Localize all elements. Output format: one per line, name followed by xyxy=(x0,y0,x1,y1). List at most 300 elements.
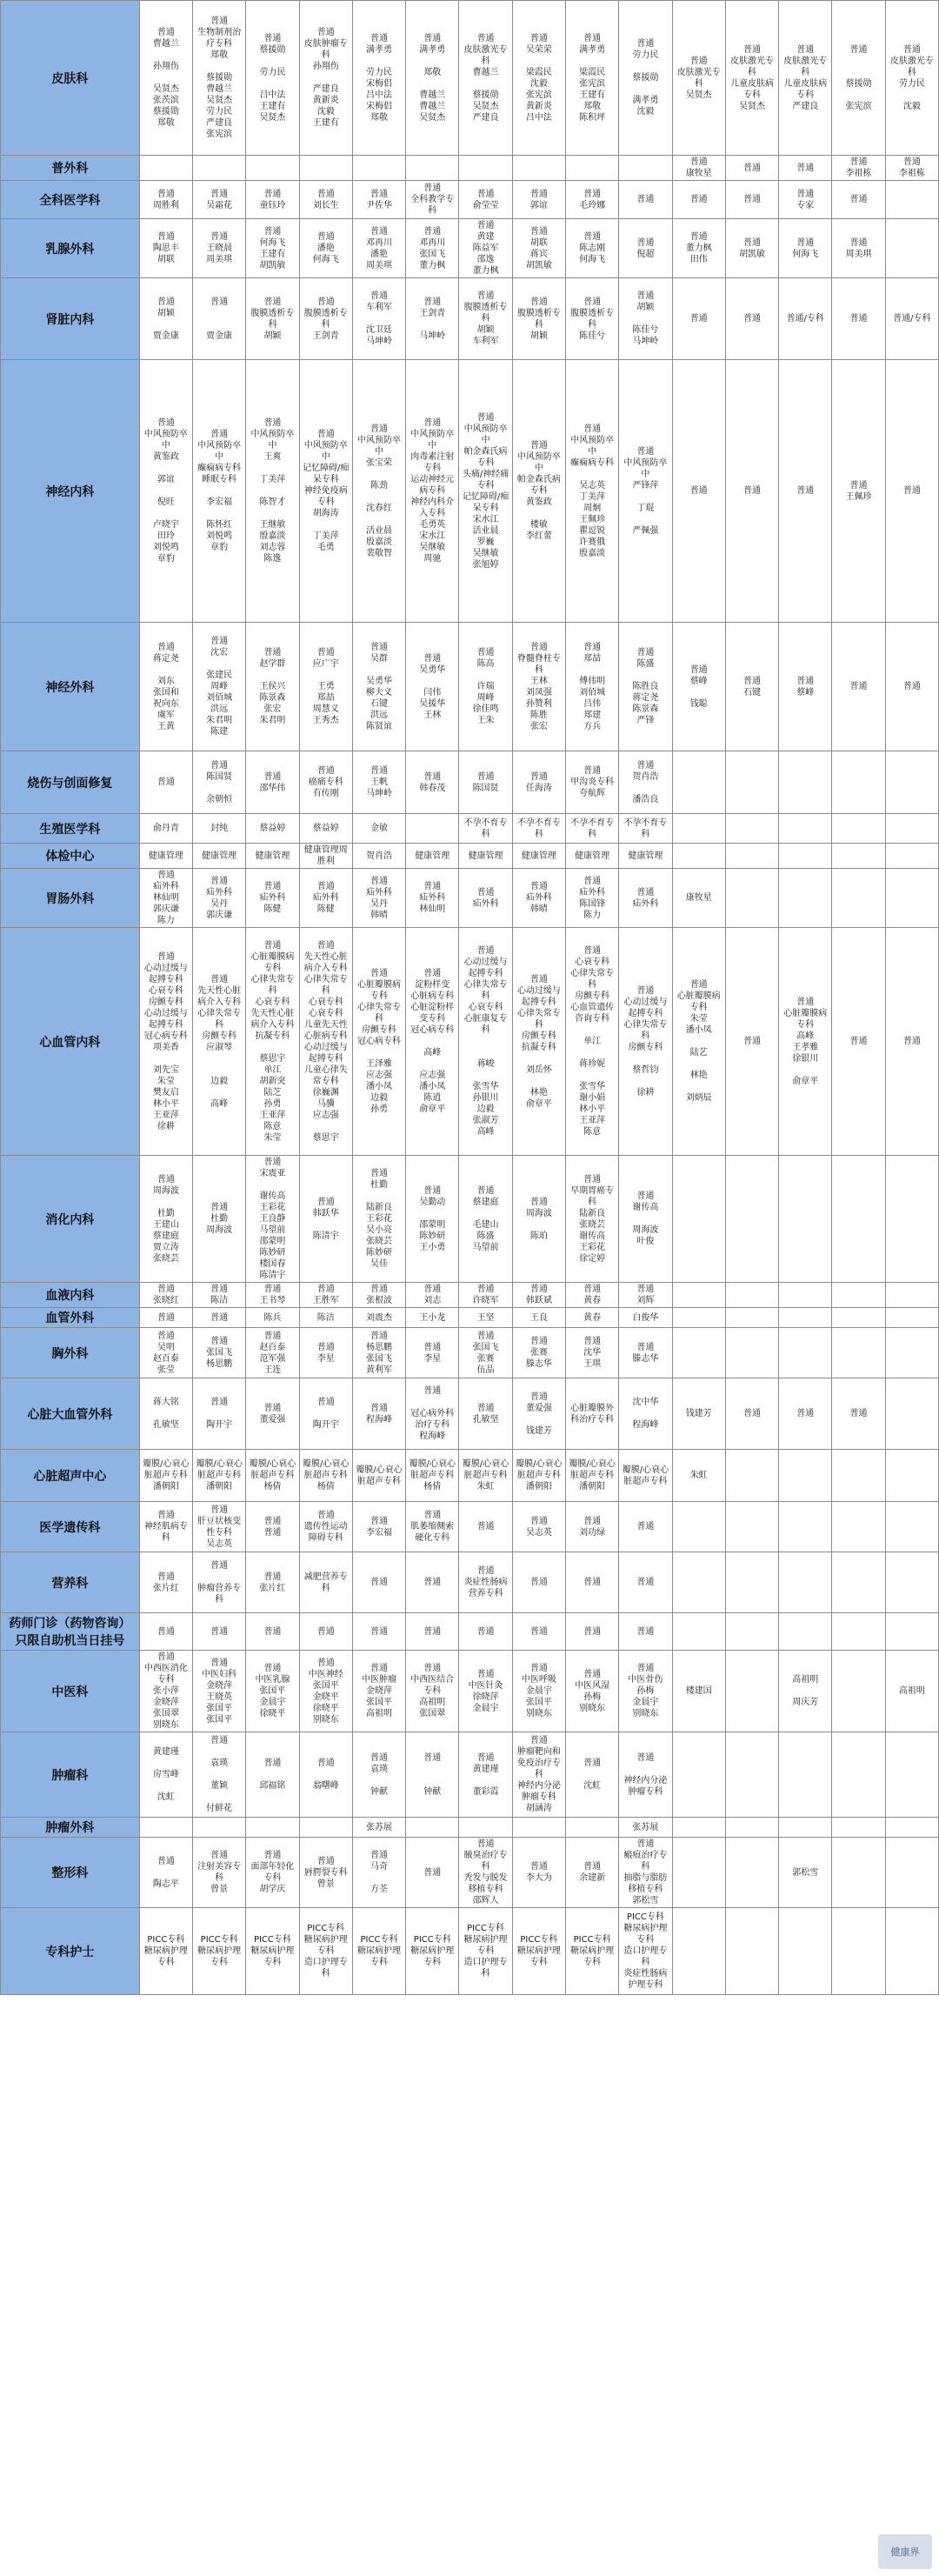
schedule-cell: 普通 中医肿瘤 金晓萍 张国平 高祖明 xyxy=(352,1651,405,1732)
schedule-cell: 普通 陈洁 xyxy=(193,1283,246,1308)
schedule-cell: 普通 xyxy=(672,360,725,623)
schedule-cell: 普通 xyxy=(725,360,778,623)
schedule-cell xyxy=(885,1378,938,1450)
schedule-body xyxy=(1,1,939,1995)
schedule-cell: 普通 何海飞 王建有 胡凯敏 xyxy=(246,219,299,278)
schedule-cell: 普通 刘辉 xyxy=(619,1283,672,1308)
schedule-cell: 普通 蔡援勋 张宪滨 xyxy=(832,1,885,156)
department-name: 心血管内科 xyxy=(1,928,140,1156)
schedule-cell xyxy=(672,1328,725,1378)
schedule-cell: 普通 谢传高 周海波 叶俊 xyxy=(619,1156,672,1283)
schedule-cell: 普通 黄建瑾 董彩霞 xyxy=(459,1732,512,1818)
schedule-cell: 普通 赵百泰 范军强 王连 xyxy=(246,1328,299,1378)
schedule-cell xyxy=(885,1908,938,1995)
schedule-cell: 普通 疝外科 xyxy=(459,869,512,928)
schedule-cell: 普通 蒋定尧 刘东 张国和 祝向东 虞军 王黄 xyxy=(139,623,192,751)
schedule-cell: 普通 早期胃癌专科 陆新良 张晓芸 谢传高 王彩花 徐定婷 xyxy=(565,1156,618,1283)
schedule-cell xyxy=(885,1818,938,1838)
schedule-cell: 瓣膜/心衰心脏超声专科 潘朝阳 xyxy=(193,1450,246,1502)
schedule-cell xyxy=(779,1502,832,1552)
schedule-cell: 普通 心动过缓与起搏专科 心衰专科 房颤专科 心动过缓与起搏专科 冠心病专科 项美香 刘先宝 朱莹 樊友启 林小平 王亚萍 徐耕 xyxy=(139,928,192,1156)
schedule-cell: 金敏 xyxy=(352,814,405,844)
schedule-cell xyxy=(459,156,512,181)
schedule-cell: PICC专科 糖尿病护理专科 xyxy=(352,1908,405,1995)
schedule-cell xyxy=(885,1450,938,1502)
schedule-cell: 普通 唇腭裂专科 曾景 xyxy=(299,1838,352,1908)
schedule-cell: 瓣膜/心衰心脏超声专科 潘朝阳 xyxy=(565,1450,618,1502)
schedule-cell: 普通 中风预防卒中 肉毒素注射专科 运动神经元病专科 神经内科介入专科 毛勇英 宋水江 吴继敏 周驰 xyxy=(406,360,459,623)
schedule-cell: 普通 张晓红 xyxy=(139,1283,192,1308)
department-name: 整形科 xyxy=(1,1838,140,1908)
watermark-logo: 健康界 xyxy=(878,2534,932,2569)
schedule-cell xyxy=(832,844,885,869)
schedule-cell: 普通 邓再川 潘艳 周美琪 xyxy=(352,219,405,278)
schedule-cell xyxy=(832,869,885,928)
schedule-cell: 王小龙 xyxy=(406,1308,459,1328)
schedule-cell: 普通 程海峰 xyxy=(352,1378,405,1450)
schedule-cell: 普通 xyxy=(352,1613,405,1651)
schedule-cell: PICC专科 糖尿病护理专科 xyxy=(512,1908,565,1995)
schedule-cell: 普通 沈虹 xyxy=(565,1732,618,1818)
schedule-cell: 普通 注射美容专科 曾景 xyxy=(193,1838,246,1908)
schedule-cell: 普通 腹膜透析专科 陈佳兮 xyxy=(565,278,618,360)
schedule-cell: 普通 中西医结合专科 高祖明 张国翠 xyxy=(406,1651,459,1732)
schedule-cell xyxy=(885,1308,938,1328)
schedule-cell: 普通 中风预防卒中 张宝荣 陈劲 沈春红 活业晨 殷嘉淡 裴敬智 xyxy=(352,360,405,623)
schedule-cell xyxy=(193,1818,246,1838)
schedule-cell: PICC专科 糖尿病护理专科 xyxy=(406,1908,459,1995)
schedule-cell xyxy=(832,1838,885,1908)
schedule-cell: 普通 中医妇科 金晓萍 王晓英 张国平 张国平 xyxy=(193,1651,246,1732)
schedule-cell: 普通 邓再川 张国飞 董力枫 xyxy=(406,219,459,278)
schedule-cell: 普通 杜勤 周海波 xyxy=(193,1156,246,1283)
schedule-cell: 健康管理周胜利 xyxy=(299,844,352,869)
schedule-cell xyxy=(672,1818,725,1838)
schedule-cell xyxy=(725,814,778,844)
schedule-cell xyxy=(406,156,459,181)
schedule-cell xyxy=(832,1328,885,1378)
schedule-cell: 普通 普通 xyxy=(246,1502,299,1552)
department-name: 全科医学科 xyxy=(1,181,140,219)
schedule-cell: 普通 疝外科 吴丹 郭庆谦 xyxy=(193,869,246,928)
schedule-cell xyxy=(885,181,938,219)
department-name: 消化内科 xyxy=(1,1156,140,1283)
schedule-cell: 普通 xyxy=(619,181,672,219)
schedule-cell: 普通 皮肤激光专科 儿童皮肤病专科 吴贤杰 xyxy=(725,1,778,156)
table-row xyxy=(1,1,939,156)
schedule-cell: PICC专科 糖尿病护理专科 xyxy=(193,1908,246,1995)
schedule-cell: 普通 瘢痕治疗专科 抽脂与脂肪移植专科 郭松雪 xyxy=(619,1838,672,1908)
schedule-cell xyxy=(725,844,778,869)
schedule-cell: 普通 杨思鹏 张国飞 黄利军 xyxy=(352,1328,405,1378)
schedule-cell: 普通 xyxy=(619,1613,672,1651)
schedule-cell: 心脏瓣膜外科治疗专科 xyxy=(565,1378,618,1450)
schedule-cell xyxy=(885,844,938,869)
schedule-cell: 陈兵 xyxy=(246,1308,299,1328)
schedule-cell: 普通 车利军 沈卫廷 马坤岭 xyxy=(352,278,405,360)
schedule-cell: 普通 xyxy=(299,1613,352,1651)
schedule-cell xyxy=(779,1613,832,1651)
schedule-cell: 普通 邱福铭 xyxy=(246,1732,299,1818)
schedule-cell: 普通 胡凯敏 xyxy=(725,219,778,278)
department-name: 神经内科 xyxy=(1,360,140,623)
schedule-cell xyxy=(779,814,832,844)
schedule-cell xyxy=(672,1552,725,1613)
schedule-cell xyxy=(885,814,938,844)
schedule-cell: 普通 马奇 方荃 xyxy=(352,1838,405,1908)
schedule-cell: 普通 专家 xyxy=(779,181,832,219)
schedule-cell: PICC专科 糖尿病护理专科 xyxy=(139,1908,192,1995)
schedule-cell: PICC专科 糖尿病护理专科 造口护理专科 炎症性肠病护理专科 xyxy=(619,1908,672,1995)
schedule-cell: 普通 xyxy=(512,1552,565,1613)
schedule-cell xyxy=(779,1818,832,1838)
schedule-cell: 普通 李大为 xyxy=(512,1838,565,1908)
schedule-cell xyxy=(832,1908,885,1995)
schedule-cell: 普通 胡联 蒋宾 胡凯敏 xyxy=(512,219,565,278)
schedule-cell xyxy=(725,1613,778,1651)
table-row xyxy=(1,623,939,751)
schedule-cell: 普通 xyxy=(832,278,885,360)
schedule-cell: 普通 中风预防卒中 癫痫病专科 睡眠专科 李宏福 陈怀红 刘悦鸣 章豹 xyxy=(193,360,246,623)
schedule-cell: 蔡益婷 xyxy=(246,814,299,844)
schedule-cell xyxy=(779,844,832,869)
schedule-cell xyxy=(725,1328,778,1378)
schedule-cell: 普通 疝外科 吴丹 韩晴 xyxy=(352,869,405,928)
schedule-cell: 王良 xyxy=(512,1308,565,1328)
schedule-cell: 普通 xyxy=(832,1378,885,1450)
schedule-cell: 普通 xyxy=(779,360,832,623)
schedule-cell: 普通 xyxy=(406,1552,459,1613)
schedule-cell: 普通 冠心病外科治疗专科 程海峰 xyxy=(406,1378,459,1450)
schedule-cell: 普通 xyxy=(832,623,885,751)
schedule-cell: 普通 蔡峰 钱聪 xyxy=(672,623,725,751)
schedule-cell: 普通 周海波 杜勤 王建山 蔡建庭 贾立涛 张晓芸 xyxy=(139,1156,192,1283)
schedule-cell xyxy=(779,1908,832,1995)
schedule-cell xyxy=(885,219,938,278)
schedule-cell: 普通 沈宏 张建民 周峰 刘佰城 洪远 朱君明 陈建 xyxy=(193,623,246,751)
schedule-cell: 普通 蔡峰 xyxy=(779,623,832,751)
schedule-cell: 普通 张赛 滕志华 xyxy=(512,1328,565,1378)
schedule-cell: 普通 贾金康 xyxy=(193,278,246,360)
schedule-cell: 普通 应广宇 王勇 郑喆 周慧义 王秀杰 xyxy=(299,623,352,751)
schedule-cell xyxy=(779,1308,832,1328)
department-name: 乳腺外科 xyxy=(1,219,140,278)
schedule-cell xyxy=(619,156,672,181)
department-name: 胃肠外科 xyxy=(1,869,140,928)
schedule-cell: 普通 心动过缓与起搏专科 心律失常专科 房颤专科 抗凝专科 刘岳怀 林艳 俞章平 xyxy=(512,928,565,1156)
schedule-cell: 普通 孔敏坚 xyxy=(459,1378,512,1450)
schedule-cell: 普通 黄建 陈益军 邵逸 董力枫 xyxy=(459,219,512,278)
schedule-cell xyxy=(725,1283,778,1308)
schedule-cell: 普通 余建新 xyxy=(565,1838,618,1908)
schedule-cell: 普通 疝外科 林仙明 xyxy=(406,869,459,928)
department-name: 心脏大血管外科 xyxy=(1,1378,140,1450)
schedule-cell: 普通 张片红 xyxy=(246,1552,299,1613)
schedule-cell: 高祖明 周庆芳 xyxy=(779,1651,832,1732)
schedule-cell xyxy=(832,1502,885,1552)
schedule-cell: 不孕不育专科 xyxy=(565,814,618,844)
schedule-cell: 康牧星 xyxy=(672,869,725,928)
schedule-cell xyxy=(672,1732,725,1818)
schedule-cell xyxy=(672,814,725,844)
schedule-cell: 普通 xyxy=(406,1613,459,1651)
schedule-cell: 普通 癌痛专科 有传刚 xyxy=(299,751,352,814)
schedule-cell: 普通 xyxy=(459,1502,512,1552)
schedule-cell: 普通 陶思丰 胡联 xyxy=(139,219,192,278)
schedule-cell: 普通 陶志平 xyxy=(139,1838,192,1908)
schedule-cell: 普通 潘艳 何海飞 xyxy=(299,219,352,278)
schedule-cell xyxy=(832,1308,885,1328)
schedule-cell: 瓣膜/心衰心脏超声专科 xyxy=(619,1450,672,1502)
schedule-cell xyxy=(832,1283,885,1308)
schedule-cell: 白俊华 xyxy=(619,1308,672,1328)
schedule-cell: 普通 董爱强 xyxy=(246,1378,299,1450)
schedule-cell: 普通 先天性心脏病介入专科 心律失常专科 心衰专科 心衰专科 儿童先天性心脏病专科 心动过缓与起搏专科 儿童心律失常专科 徐巍渊 马骥 应志强 蔡思宇 xyxy=(299,928,352,1156)
table-row xyxy=(1,1838,939,1908)
schedule-cell: 普通 肿瘤靶向和免疫治疗专科 神经内分泌肿瘤专科 胡涵涛 xyxy=(512,1732,565,1818)
schedule-cell: 健康管理 xyxy=(406,844,459,869)
table-row xyxy=(1,1818,939,1838)
schedule-cell: 蔡益婷 xyxy=(299,814,352,844)
schedule-cell xyxy=(512,156,565,181)
table-row xyxy=(1,1552,939,1613)
schedule-cell xyxy=(832,1732,885,1818)
schedule-cell: 普通 任海涛 xyxy=(512,751,565,814)
schedule-cell: 普通 xyxy=(512,1613,565,1651)
schedule-cell: 普通 满孝勇 梁霞民 张宪滨 王建有 郑敬 陈积坪 xyxy=(565,1,618,156)
schedule-cell: 普通 xyxy=(672,181,725,219)
schedule-cell: 普通 先天性心脏病介入专科 心律失常专科 房颤专科 应淑琴 边毅 高峰 xyxy=(193,928,246,1156)
schedule-cell: 普通 吴勤动 邵蒙明 陈妙研 王小勇 xyxy=(406,1156,459,1283)
schedule-cell: 普通 神经内分泌肿瘤专科 xyxy=(619,1732,672,1818)
department-name: 皮肤科 xyxy=(1,1,140,156)
schedule-cell: 减肥营养专科 xyxy=(299,1552,352,1613)
schedule-cell xyxy=(885,1838,938,1908)
schedule-cell: 普通 中风预防卒中 帕金森氏病专科 黄鉴政 楼敏 李红蕾 xyxy=(512,360,565,623)
schedule-cell: 普通 疝外科 陈健 xyxy=(299,869,352,928)
schedule-cell: 普通 xyxy=(246,1613,299,1651)
schedule-cell: 普通 杜勤 陆新良 王彩花 吴小亮 张晓芸 陈妙研 吴佳 xyxy=(352,1156,405,1283)
schedule-cell: 普通 张片红 xyxy=(139,1552,192,1613)
schedule-cell: 普通 黄春 xyxy=(565,1283,618,1308)
schedule-cell: 普通 中风预防卒中 黄鉴政 郭谊 倪旺 卢晓宇 田玲 刘悦鸣 章豹 xyxy=(139,360,192,623)
table-row xyxy=(1,1732,939,1818)
schedule-cell: 普通 xyxy=(565,1552,618,1613)
schedule-cell xyxy=(725,1732,778,1818)
department-name: 专科护士 xyxy=(1,1908,140,1995)
schedule-cell: 普通 胡颖 贾金康 xyxy=(139,278,192,360)
schedule-cell: 钱建芳 xyxy=(672,1378,725,1450)
schedule-cell: 瓣膜/心衰心脏超声专科 杨倩 xyxy=(246,1450,299,1502)
department-name: 血管外科 xyxy=(1,1308,140,1328)
schedule-cell: 普通 中医风湿 孙梅 别晓东 xyxy=(565,1651,618,1732)
department-name: 肾脏内科 xyxy=(1,278,140,360)
schedule-cell: 普通/专科 xyxy=(885,278,938,360)
schedule-cell: 普通 中西医消化专科 张小萍 金晓萍 张国翠 别晓东 xyxy=(139,1651,192,1732)
schedule-cell: 瓣膜/心衰心脏超声专科 杨倩 xyxy=(299,1450,352,1502)
schedule-cell: 普通 许晓军 xyxy=(459,1283,512,1308)
schedule-cell xyxy=(779,751,832,814)
schedule-cell: 普通 xyxy=(139,1613,192,1651)
schedule-cell: 健康管理 xyxy=(512,844,565,869)
schedule-cell: 普通 翁曙峰 xyxy=(299,1732,352,1818)
schedule-cell: 不孕不育专科 xyxy=(512,814,565,844)
schedule-cell xyxy=(565,1818,618,1838)
schedule-cell xyxy=(352,156,405,181)
schedule-cell xyxy=(832,751,885,814)
schedule-cell xyxy=(512,1818,565,1838)
schedule-cell xyxy=(779,869,832,928)
schedule-cell: 陈洁 xyxy=(299,1308,352,1328)
schedule-cell xyxy=(885,1502,938,1552)
schedule-cell xyxy=(779,1552,832,1613)
schedule-cell: 普通/专科 xyxy=(779,278,832,360)
schedule-cell: 普通 xyxy=(725,181,778,219)
table-row xyxy=(1,1378,939,1450)
schedule-cell xyxy=(725,1908,778,1995)
schedule-cell xyxy=(832,1613,885,1651)
schedule-cell: 王坚 xyxy=(459,1308,512,1328)
schedule-cell: 普通 陈高 许瑞 周峰 徐佳鸣 王朱 xyxy=(459,623,512,751)
schedule-cell xyxy=(299,156,352,181)
schedule-cell xyxy=(832,1651,885,1732)
schedule-cell: 普通 吴荣荣 梁霞民 沈毅 张宪滨 黄新炎 吕中法 xyxy=(512,1,565,156)
schedule-cell: 张苏展 xyxy=(619,1818,672,1838)
schedule-cell xyxy=(672,1156,725,1283)
schedule-cell: 普通 郑喆 傅伟明 刘佰城 吕伟 郑建 方兵 xyxy=(565,623,618,751)
schedule-cell: 普通 心动过缓与起搏专科 心律失常专科 房颤专科 蔡哲钧 徐耕 xyxy=(619,928,672,1156)
schedule-cell xyxy=(885,1732,938,1818)
schedule-cell: 普通 xyxy=(193,1308,246,1328)
schedule-cell: 普通 生物制剂治疗专科 郑敬 蔡援勋 曹越兰 吴贤杰 劳力民 严建良 张宪滨 xyxy=(193,1,246,156)
schedule-cell xyxy=(246,156,299,181)
schedule-cell: 瓣膜/心衰心脏超声专科 杨倩 xyxy=(406,1450,459,1502)
schedule-cell: 普通 xyxy=(459,1613,512,1651)
schedule-cell: 普通 炎症性肠病营养专科 xyxy=(459,1552,512,1613)
department-name: 体检中心 xyxy=(1,844,140,869)
schedule-cell: 朱虹 xyxy=(672,1450,725,1502)
schedule-cell: 普通 腹膜透析专科 胡颖 xyxy=(512,278,565,360)
schedule-cell: 普通 腋臭治疗专科 秃发与脱发移植专科 邵辉人 xyxy=(459,1838,512,1908)
schedule-cell: 普通 吴明 赵百泰 张莹 xyxy=(139,1328,192,1378)
table-row xyxy=(1,869,939,928)
schedule-cell: 普通 心动过缓与起搏专科 心律失常专科 心衰专科 心脏康复专科 蒋峻 张雪华 孙银川 边毅 张淑芳 高峰 xyxy=(459,928,512,1156)
schedule-cell xyxy=(725,751,778,814)
schedule-cell xyxy=(885,869,938,928)
schedule-cell: 普通 李星 xyxy=(406,1328,459,1378)
schedule-cell: 普通 心脏瓣膜病专科 心律失常专科 房颤专科 冠心病专科 王泽雅 应志强 潘小凤 边毅 孙勇 xyxy=(352,928,405,1156)
schedule-cell: 健康管理 xyxy=(619,844,672,869)
schedule-cell: 普通 中风预防卒中 癫痫病专科 吴志英 丁美萍 周炯 王佩珍 瞿逗锐 许赛俄 殷嘉淡 xyxy=(565,360,618,623)
schedule-cell: 普通 邵华伟 xyxy=(246,751,299,814)
department-name: 普外科 xyxy=(1,156,140,181)
schedule-cell: 普通 中风预防卒中 严锋萍 丁琨 严佩强 xyxy=(619,360,672,623)
schedule-cell xyxy=(139,156,192,181)
schedule-cell xyxy=(885,1283,938,1308)
schedule-cell: 普通 疝外科 陈健 xyxy=(246,869,299,928)
schedule-cell: 贺肖浩 xyxy=(352,844,405,869)
schedule-cell: 蒋大铭 孔敏坚 xyxy=(139,1378,192,1450)
schedule-cell: 普通 xyxy=(779,1378,832,1450)
department-name: 医学遗传科 xyxy=(1,1502,140,1552)
schedule-cell: 普通 周胜利 xyxy=(139,181,192,219)
schedule-cell: 普通 遗传性运动障碍专科 xyxy=(299,1502,352,1552)
schedule-cell: 普通 吴群 吴勇华 柳夫义 石键 洪远 陈贤谊 xyxy=(352,623,405,751)
schedule-cell: 普通 何海飞 xyxy=(779,219,832,278)
schedule-cell xyxy=(725,1450,778,1502)
department-name: 心脏超声中心 xyxy=(1,1450,140,1502)
schedule-cell: 普通 xyxy=(193,1613,246,1651)
schedule-cell: 普通 郭谊 xyxy=(512,181,565,219)
schedule-cell: 普通 xyxy=(725,156,778,181)
table-row xyxy=(1,1908,939,1995)
department-name: 神经外科 xyxy=(1,623,140,751)
schedule-cell xyxy=(672,1613,725,1651)
schedule-cell xyxy=(885,1613,938,1651)
schedule-cell xyxy=(832,814,885,844)
schedule-cell: 普通 中风预防卒中 帕金森氏病专科 头痛/神经痛专科 记忆障碍/痴呆专科 宋水江 活业晨 罗巍 吴继敏 张旭婷 xyxy=(459,360,512,623)
schedule-cell: 瓣膜/心衰心脏超声专科 潘朝阳 xyxy=(512,1450,565,1502)
schedule-cell: 瓣膜/心衰心脏超声专科 潘朝阳 xyxy=(139,1450,192,1502)
schedule-cell xyxy=(565,156,618,181)
department-name: 肿瘤科 xyxy=(1,1732,140,1818)
schedule-cell xyxy=(406,814,459,844)
schedule-cell: 普通 肝豆状核变性专科 吴志英 xyxy=(193,1502,246,1552)
schedule-cell: 普通 陈国贤 余朝恒 xyxy=(193,751,246,814)
schedule-cell: 普通 心脏瓣膜病专科 朱莹 潘小凤 陆艺 林艳 刘炳辰 xyxy=(672,928,725,1156)
table-row xyxy=(1,1613,939,1651)
schedule-cell xyxy=(725,1838,778,1908)
schedule-cell: 普通 面部年轻化专科 胡学庆 xyxy=(246,1838,299,1908)
schedule-cell: 普通 袁瑛 钟献 xyxy=(352,1732,405,1818)
schedule-cell: 普通 李祖栋 xyxy=(885,156,938,181)
schedule-cell xyxy=(779,1156,832,1283)
table-row xyxy=(1,814,939,844)
schedule-cell: 普通 王剑青 马坤岭 xyxy=(406,278,459,360)
schedule-cell: 普通 中医骨伤 孙梅 金晨宇 别晓东 xyxy=(619,1651,672,1732)
schedule-cell xyxy=(193,156,246,181)
schedule-cell: 普通 劳力民 蔡援勋 满孝勇 沈毅 xyxy=(619,1,672,156)
schedule-cell: 沈中华 程海峰 xyxy=(619,1378,672,1450)
schedule-cell: 不孕不育专科 xyxy=(619,814,672,844)
schedule-cell: 普通 xyxy=(885,360,938,623)
schedule-cell xyxy=(672,1908,725,1995)
schedule-cell: 健康管理 xyxy=(139,844,192,869)
table-row xyxy=(1,1283,939,1308)
schedule-cell xyxy=(832,1818,885,1838)
schedule-cell: 普通 全科教学专科 xyxy=(406,181,459,219)
schedule-cell: 张苏展 xyxy=(352,1818,405,1838)
schedule-cell: 普通 俞莹莹 xyxy=(459,181,512,219)
schedule-cell xyxy=(139,1818,192,1838)
schedule-cell: 普通 xyxy=(139,751,192,814)
schedule-cell: 黄春 xyxy=(565,1308,618,1328)
department-name: 生殖医学科 xyxy=(1,814,140,844)
schedule-cell: 普通 疝外科 xyxy=(619,869,672,928)
schedule-cell: 普通 肿瘤营养专科 xyxy=(193,1552,246,1613)
schedule-cell: 普通 脊髓脊柱专科 王林 刘凤强 孙赞利 陈胜 张宏 xyxy=(512,623,565,751)
schedule-cell xyxy=(725,1308,778,1328)
schedule-cell: 普通 李宏福 xyxy=(352,1502,405,1552)
schedule-cell: 普通 钟献 xyxy=(406,1732,459,1818)
schedule-cell: 普通 沈华 王琪 xyxy=(565,1328,618,1378)
schedule-cell: 普通 疝外科 韩晴 xyxy=(512,869,565,928)
schedule-cell: 健康管理 xyxy=(193,844,246,869)
schedule-cell: 楼建国 xyxy=(672,1651,725,1732)
schedule-cell: 普通 腹膜透析专科 胡颖 车利军 xyxy=(459,278,512,360)
schedule-cell: 瓣膜/心衰心脏超声专科 xyxy=(352,1450,405,1502)
schedule-cell: 普通 满孝勇 劳力民 宋梅侣 吕中法 宋梅侣 郑敬 xyxy=(352,1,405,156)
